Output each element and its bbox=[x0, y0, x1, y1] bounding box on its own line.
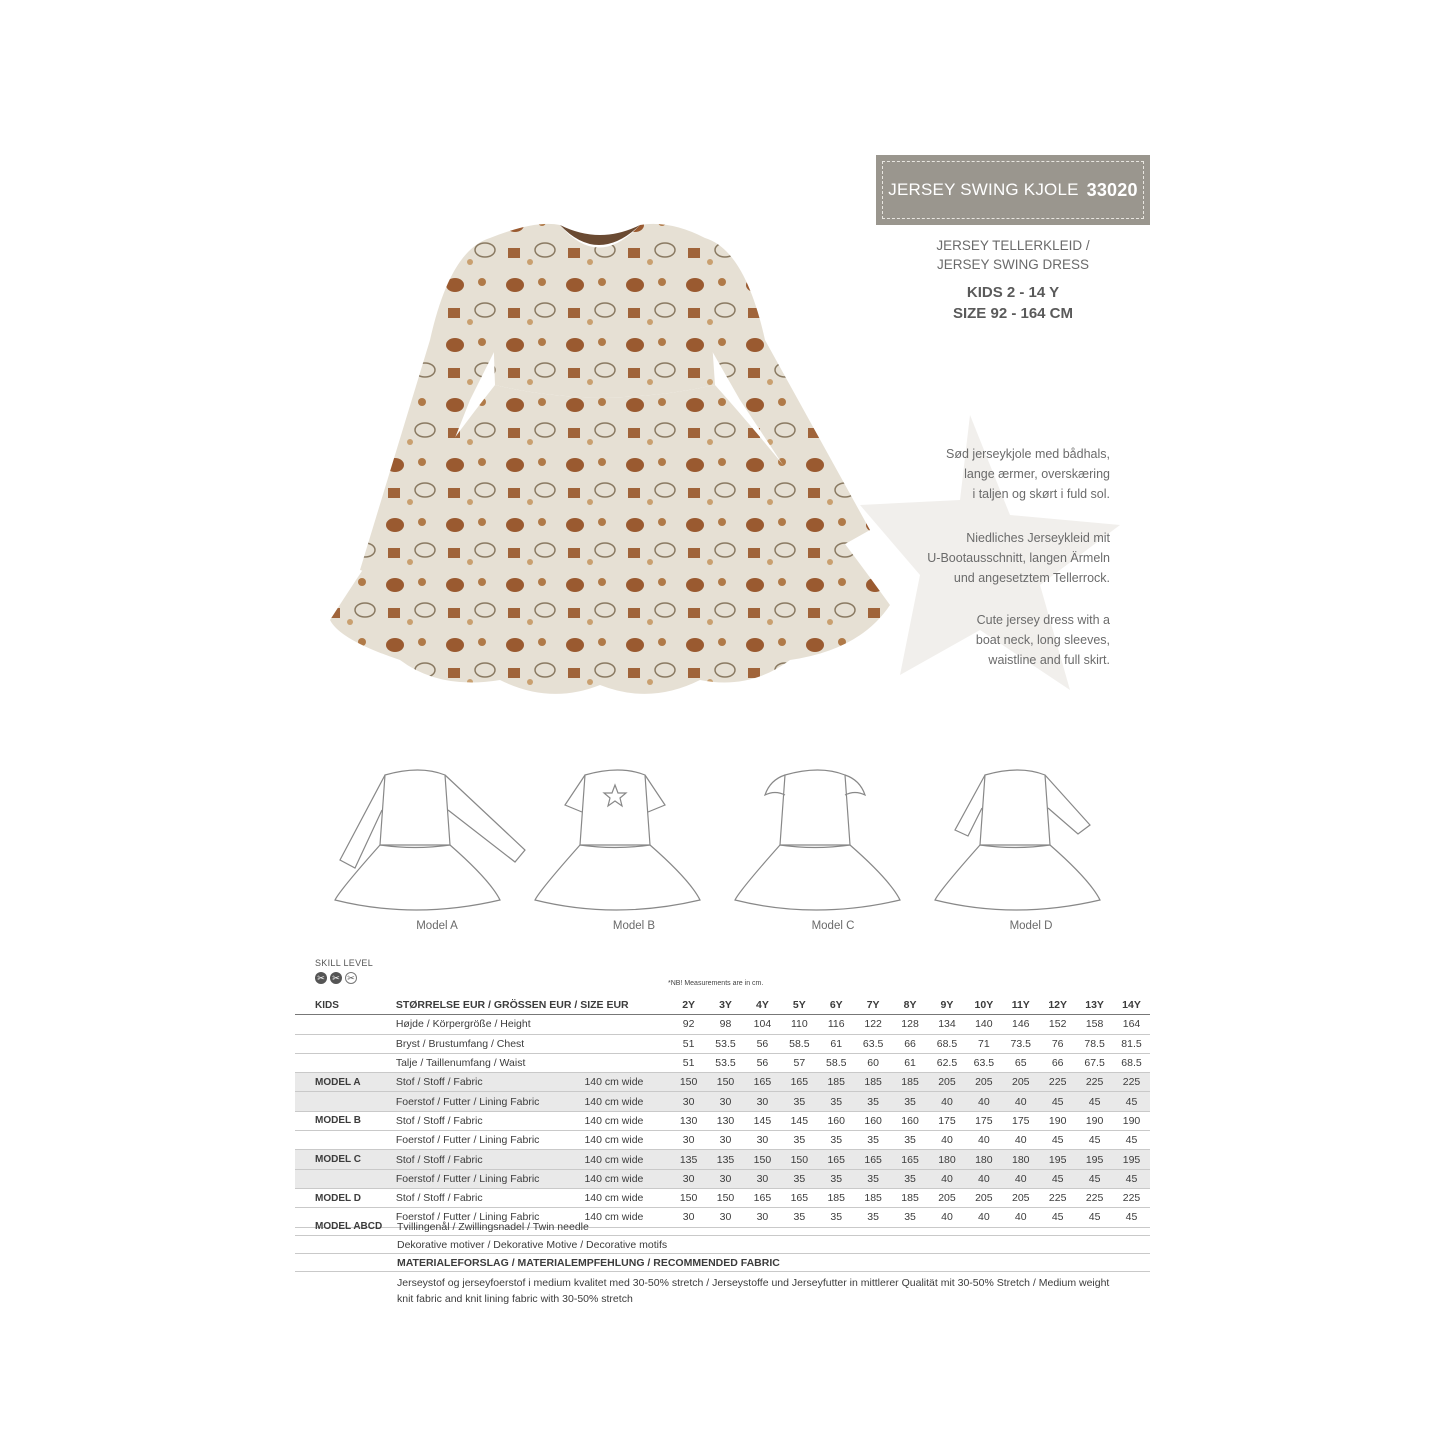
row-value: 40 bbox=[929, 1169, 966, 1188]
row-value: 35 bbox=[781, 1169, 818, 1188]
description-da-line: Sød jerseykjole med bådhals, bbox=[946, 447, 1110, 461]
row-value: 63.5 bbox=[965, 1053, 1002, 1072]
row-group: MODEL C bbox=[295, 1150, 396, 1169]
row-value: 225 bbox=[1076, 1073, 1113, 1092]
footer-row-text: Tvillingenål / Zwillingsnadel / Twin needle bbox=[397, 1221, 589, 1233]
row-value: 195 bbox=[1076, 1150, 1113, 1169]
row-group: MODEL D bbox=[295, 1188, 396, 1207]
row-value: 92 bbox=[670, 1015, 707, 1034]
row-value: 190 bbox=[1039, 1111, 1076, 1130]
row-value: 110 bbox=[781, 1015, 818, 1034]
row-value: 45 bbox=[1076, 1169, 1113, 1188]
description-da-line: lange ærmer, overskæring bbox=[964, 467, 1110, 481]
table-row bbox=[295, 1188, 1150, 1207]
row-value: 134 bbox=[929, 1015, 966, 1034]
row-value: 225 bbox=[1113, 1073, 1150, 1092]
row-value: 165 bbox=[818, 1150, 855, 1169]
size-header-cell: 13Y bbox=[1076, 996, 1113, 1015]
row-label: Bryst / Brustumfang / Chest bbox=[396, 1034, 585, 1053]
row-value: 58.5 bbox=[781, 1034, 818, 1053]
description-de-line: U-Bootausschnitt, langen Ärmeln bbox=[927, 551, 1110, 565]
row-value: 53.5 bbox=[707, 1034, 744, 1053]
size-header-cell: 9Y bbox=[929, 996, 966, 1015]
row-value: 205 bbox=[1002, 1073, 1039, 1092]
row-value: 165 bbox=[855, 1150, 892, 1169]
footer-row-text: MATERIALEFORSLAG / MATERIALEMPFEHLUNG / RECOMMENDED FABRIC bbox=[397, 1257, 780, 1269]
row-value: 40 bbox=[1002, 1131, 1039, 1150]
size-header-cell: 12Y bbox=[1039, 996, 1076, 1015]
row-width bbox=[584, 1015, 670, 1034]
description-da-line: i taljen og skørt i fuld sol. bbox=[972, 487, 1110, 501]
row-value: 122 bbox=[855, 1015, 892, 1034]
pattern-number: 33020 bbox=[1086, 179, 1138, 200]
row-label: Stof / Stoff / Fabric bbox=[396, 1073, 585, 1092]
table-row bbox=[295, 1092, 1150, 1111]
model-label-a: Model A bbox=[416, 920, 458, 932]
table-header-label: STØRRELSE EUR / GRÖSSEN EUR / SIZE EUR bbox=[396, 996, 585, 1015]
pattern-title-tag bbox=[876, 155, 1150, 225]
row-value: 150 bbox=[707, 1073, 744, 1092]
row-width: 140 cm wide bbox=[584, 1073, 670, 1092]
row-label: Foerstof / Futter / Lining Fabric bbox=[396, 1131, 585, 1150]
material-text: Jerseystof og jerseyfoerstof i medium kvalitet med 30-50% stretch / Jerseystoffe und Jerseyfutter in mittlerer Qualität mit 30-50% Stretch / Medium weight knit fabric and knit lining fabric with 30-50% stretch bbox=[397, 1277, 1110, 1305]
row-value: 30 bbox=[744, 1131, 781, 1150]
row-group bbox=[295, 1015, 396, 1034]
size-table bbox=[295, 996, 1150, 1228]
row-value: 60 bbox=[855, 1053, 892, 1072]
row-value: 35 bbox=[892, 1131, 929, 1150]
row-value: 40 bbox=[965, 1169, 1002, 1188]
row-value: 73.5 bbox=[1002, 1034, 1039, 1053]
row-label: Stof / Stoff / Fabric bbox=[396, 1188, 585, 1207]
size-header-cell: 2Y bbox=[670, 996, 707, 1015]
row-value: 35 bbox=[855, 1131, 892, 1150]
subtitle-names bbox=[876, 236, 1150, 274]
row-value: 205 bbox=[965, 1073, 1002, 1092]
row-value: 40 bbox=[929, 1092, 966, 1111]
row-value: 35 bbox=[855, 1169, 892, 1188]
row-value: 61 bbox=[892, 1053, 929, 1072]
row-value: 56 bbox=[744, 1053, 781, 1072]
row-value: 67.5 bbox=[1076, 1053, 1113, 1072]
row-width: 140 cm wide bbox=[584, 1208, 670, 1227]
row-value: 35 bbox=[818, 1169, 855, 1188]
row-value: 51 bbox=[670, 1053, 707, 1072]
row-value: 225 bbox=[1113, 1188, 1150, 1207]
row-value: 135 bbox=[707, 1150, 744, 1169]
description-de bbox=[880, 528, 1110, 588]
row-value: 40 bbox=[965, 1208, 1002, 1227]
row-value: 40 bbox=[965, 1092, 1002, 1111]
row-value: 150 bbox=[744, 1150, 781, 1169]
size-header-cell: 8Y bbox=[892, 996, 929, 1015]
table-row bbox=[295, 1034, 1150, 1053]
size-header-cell: 7Y bbox=[855, 996, 892, 1015]
row-value: 160 bbox=[818, 1111, 855, 1130]
measurement-note: *NB! Measurements are in cm. bbox=[668, 980, 764, 987]
row-value: 45 bbox=[1039, 1208, 1076, 1227]
row-value: 40 bbox=[1002, 1169, 1039, 1188]
row-value: 158 bbox=[1076, 1015, 1113, 1034]
row-value: 185 bbox=[818, 1073, 855, 1092]
row-value: 205 bbox=[929, 1188, 966, 1207]
row-value: 130 bbox=[670, 1111, 707, 1130]
row-value: 165 bbox=[744, 1188, 781, 1207]
row-value: 30 bbox=[707, 1131, 744, 1150]
row-value: 35 bbox=[892, 1092, 929, 1111]
row-value: 165 bbox=[892, 1150, 929, 1169]
row-value: 30 bbox=[707, 1092, 744, 1111]
row-value: 30 bbox=[670, 1092, 707, 1111]
row-group: MODEL B bbox=[295, 1111, 396, 1130]
row-value: 66 bbox=[892, 1034, 929, 1053]
row-value: 98 bbox=[707, 1015, 744, 1034]
row-value: 51 bbox=[670, 1034, 707, 1053]
row-value: 45 bbox=[1076, 1208, 1113, 1227]
row-value: 205 bbox=[929, 1073, 966, 1092]
row-value: 78.5 bbox=[1076, 1034, 1113, 1053]
row-value: 45 bbox=[1039, 1092, 1076, 1111]
size-range-cm: SIZE 92 - 164 CM bbox=[952, 305, 1074, 322]
row-group bbox=[295, 1053, 396, 1072]
row-value: 104 bbox=[744, 1015, 781, 1034]
row-value: 175 bbox=[1002, 1111, 1039, 1130]
table-row bbox=[295, 1073, 1150, 1092]
row-label: Stof / Stoff / Fabric bbox=[396, 1150, 585, 1169]
row-label: Stof / Stoff / Fabric bbox=[396, 1111, 585, 1130]
row-width bbox=[584, 1034, 670, 1053]
row-value: 45 bbox=[1039, 1131, 1076, 1150]
pattern-name: JERSEY SWING KJOLE bbox=[888, 180, 1079, 199]
size-header-cell: 14Y bbox=[1113, 996, 1150, 1015]
row-value: 53.5 bbox=[707, 1053, 744, 1072]
row-group bbox=[295, 1169, 396, 1188]
row-value: 225 bbox=[1076, 1188, 1113, 1207]
row-value: 35 bbox=[855, 1092, 892, 1111]
row-value: 45 bbox=[1113, 1169, 1150, 1188]
row-value: 40 bbox=[929, 1208, 966, 1227]
scissors-empty-icon: ✂ bbox=[345, 972, 357, 984]
row-value: 195 bbox=[1113, 1150, 1150, 1169]
row-value: 65 bbox=[1002, 1053, 1039, 1072]
model-label-c: Model C bbox=[811, 920, 855, 932]
row-value: 35 bbox=[818, 1208, 855, 1227]
row-value: 150 bbox=[707, 1188, 744, 1207]
row-value: 150 bbox=[670, 1188, 707, 1207]
row-value: 63.5 bbox=[855, 1034, 892, 1053]
row-value: 35 bbox=[818, 1131, 855, 1150]
scissors-full-icon: ✂ bbox=[330, 972, 342, 984]
row-value: 30 bbox=[670, 1131, 707, 1150]
row-value: 35 bbox=[855, 1208, 892, 1227]
row-value: 35 bbox=[781, 1208, 818, 1227]
row-value: 61 bbox=[818, 1034, 855, 1053]
row-value: 190 bbox=[1113, 1111, 1150, 1130]
row-value: 57 bbox=[781, 1053, 818, 1072]
row-value: 164 bbox=[1113, 1015, 1150, 1034]
dress-photo bbox=[320, 150, 900, 710]
row-group bbox=[295, 1131, 396, 1150]
footer-row-group: MODEL ABCD bbox=[315, 1221, 383, 1232]
row-label: Højde / Körpergröße / Height bbox=[396, 1015, 585, 1034]
row-value: 30 bbox=[744, 1169, 781, 1188]
description-en-line: boat neck, long sleeves, bbox=[975, 633, 1110, 647]
size-range bbox=[876, 282, 1150, 324]
row-value: 165 bbox=[744, 1073, 781, 1092]
row-value: 35 bbox=[781, 1092, 818, 1111]
row-value: 160 bbox=[855, 1111, 892, 1130]
row-value: 71 bbox=[965, 1034, 1002, 1053]
row-value: 56 bbox=[744, 1034, 781, 1053]
table-row bbox=[295, 1150, 1150, 1169]
row-width: 140 cm wide bbox=[584, 1111, 670, 1130]
row-value: 190 bbox=[1076, 1111, 1113, 1130]
description-en-line: waistline and full skirt. bbox=[988, 653, 1110, 667]
size-header-cell: 10Y bbox=[965, 996, 1002, 1015]
row-value: 40 bbox=[965, 1131, 1002, 1150]
row-label: Talje / Taillenumfang / Waist bbox=[396, 1053, 585, 1072]
row-value: 68.5 bbox=[929, 1034, 966, 1053]
row-value: 146 bbox=[1002, 1015, 1039, 1034]
table-header-row bbox=[295, 996, 1150, 1015]
row-width: 140 cm wide bbox=[584, 1092, 670, 1111]
row-label: Foerstof / Futter / Lining Fabric bbox=[396, 1092, 585, 1111]
row-value: 45 bbox=[1076, 1131, 1113, 1150]
size-range-kids: KIDS 2 - 14 Y bbox=[966, 284, 1060, 301]
row-width: 140 cm wide bbox=[584, 1188, 670, 1207]
row-value: 81.5 bbox=[1113, 1034, 1150, 1053]
row-width: 140 cm wide bbox=[584, 1131, 670, 1150]
row-width: 140 cm wide bbox=[584, 1150, 670, 1169]
row-value: 35 bbox=[818, 1092, 855, 1111]
size-header-cell: 11Y bbox=[1002, 996, 1039, 1015]
row-value: 45 bbox=[1113, 1208, 1150, 1227]
row-value: 30 bbox=[707, 1169, 744, 1188]
row-value: 35 bbox=[781, 1131, 818, 1150]
row-value: 225 bbox=[1039, 1188, 1076, 1207]
row-group: MODEL A bbox=[295, 1073, 396, 1092]
table-row bbox=[295, 1169, 1150, 1188]
row-value: 140 bbox=[965, 1015, 1002, 1034]
footer-row-needle bbox=[295, 1218, 1150, 1236]
row-value: 185 bbox=[818, 1188, 855, 1207]
row-value: 45 bbox=[1076, 1092, 1113, 1111]
row-value: 30 bbox=[670, 1169, 707, 1188]
table-row bbox=[295, 1111, 1150, 1130]
model-label-d: Model D bbox=[1009, 920, 1053, 932]
size-header-cell: 4Y bbox=[744, 996, 781, 1015]
subtitle-line-2: JERSEY SWING DRESS bbox=[936, 257, 1090, 272]
row-value: 152 bbox=[1039, 1015, 1076, 1034]
scissors-full-icon: ✂ bbox=[315, 972, 327, 984]
row-value: 175 bbox=[965, 1111, 1002, 1130]
row-group bbox=[295, 1092, 396, 1111]
skill-level-label: SKILL LEVEL bbox=[315, 958, 374, 968]
skill-level-icons bbox=[315, 972, 357, 984]
row-label: Foerstof / Futter / Lining Fabric bbox=[396, 1208, 585, 1227]
size-header-cell: 5Y bbox=[781, 996, 818, 1015]
row-value: 185 bbox=[855, 1188, 892, 1207]
description-de-line: Niedliches Jerseykleid mit bbox=[966, 531, 1110, 545]
row-value: 165 bbox=[781, 1073, 818, 1092]
row-value: 66 bbox=[1039, 1053, 1076, 1072]
row-value: 150 bbox=[781, 1150, 818, 1169]
row-value: 45 bbox=[1113, 1092, 1150, 1111]
description-da bbox=[880, 444, 1110, 504]
table-row bbox=[295, 1131, 1150, 1150]
table-row bbox=[295, 1053, 1150, 1072]
table-row bbox=[295, 1015, 1150, 1034]
row-value: 128 bbox=[892, 1015, 929, 1034]
row-value: 185 bbox=[892, 1188, 929, 1207]
description-de-line: und angesetztem Tellerrock. bbox=[953, 571, 1110, 585]
footer-row-material-header bbox=[295, 1254, 1150, 1272]
description-en bbox=[880, 610, 1110, 670]
row-value: 205 bbox=[965, 1188, 1002, 1207]
row-value: 35 bbox=[892, 1208, 929, 1227]
row-value: 40 bbox=[1002, 1208, 1039, 1227]
row-value: 35 bbox=[892, 1169, 929, 1188]
footer-row-text: Dekorative motiver / Dekorative Motive / Decorative motifs bbox=[397, 1239, 668, 1251]
row-value: 45 bbox=[1113, 1131, 1150, 1150]
row-value: 62.5 bbox=[929, 1053, 966, 1072]
row-value: 180 bbox=[965, 1150, 1002, 1169]
row-value: 225 bbox=[1039, 1073, 1076, 1092]
row-value: 30 bbox=[744, 1092, 781, 1111]
row-value: 180 bbox=[1002, 1150, 1039, 1169]
row-value: 45 bbox=[1039, 1169, 1076, 1188]
model-line-drawings bbox=[320, 740, 1150, 940]
table-header-group: KIDS bbox=[295, 996, 396, 1015]
row-value: 68.5 bbox=[1113, 1053, 1150, 1072]
row-value: 76 bbox=[1039, 1034, 1076, 1053]
footer-row-motifs bbox=[295, 1236, 1150, 1254]
size-header-cell: 3Y bbox=[707, 996, 744, 1015]
row-value: 30 bbox=[707, 1208, 744, 1227]
row-value: 130 bbox=[707, 1111, 744, 1130]
row-value: 180 bbox=[929, 1150, 966, 1169]
row-width: 140 cm wide bbox=[584, 1169, 670, 1188]
row-value: 150 bbox=[670, 1073, 707, 1092]
row-value: 145 bbox=[781, 1111, 818, 1130]
description-en-line: Cute jersey dress with a bbox=[976, 613, 1110, 627]
subtitle-line-1: JERSEY TELLERKLEID / bbox=[936, 238, 1090, 253]
row-value: 175 bbox=[929, 1111, 966, 1130]
size-header-cell: 6Y bbox=[818, 996, 855, 1015]
row-label: Foerstof / Futter / Lining Fabric bbox=[396, 1169, 585, 1188]
row-value: 30 bbox=[670, 1208, 707, 1227]
row-value: 145 bbox=[744, 1111, 781, 1130]
row-value: 185 bbox=[892, 1073, 929, 1092]
row-value: 40 bbox=[1002, 1092, 1039, 1111]
row-value: 160 bbox=[892, 1111, 929, 1130]
row-value: 58.5 bbox=[818, 1053, 855, 1072]
row-group bbox=[295, 1034, 396, 1053]
model-label-b: Model B bbox=[612, 920, 656, 932]
row-value: 30 bbox=[744, 1208, 781, 1227]
row-value: 135 bbox=[670, 1150, 707, 1169]
row-value: 205 bbox=[1002, 1188, 1039, 1207]
row-width bbox=[584, 1053, 670, 1072]
row-value: 165 bbox=[781, 1188, 818, 1207]
row-value: 185 bbox=[855, 1073, 892, 1092]
row-value: 116 bbox=[818, 1015, 855, 1034]
row-value: 195 bbox=[1039, 1150, 1076, 1169]
row-value: 40 bbox=[929, 1131, 966, 1150]
